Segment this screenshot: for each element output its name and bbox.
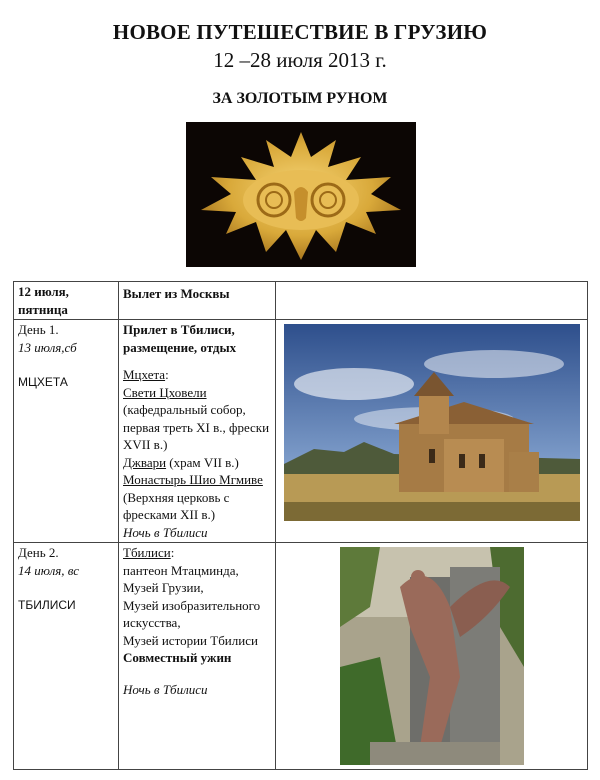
day-date: 13 июля,сб bbox=[18, 339, 77, 355]
night-note: Ночь в Тбилиси bbox=[123, 524, 208, 540]
table-row bbox=[14, 320, 588, 543]
monument-photo bbox=[340, 547, 524, 765]
day-label: День 1. bbox=[18, 322, 59, 337]
site-name: Монастырь Шио Мгмиве bbox=[123, 472, 263, 487]
cathedral-photo bbox=[284, 324, 580, 521]
city-name: ТБИЛИСИ bbox=[18, 598, 76, 612]
departure-date: 12 июля, пятница bbox=[18, 284, 69, 317]
tour-subtitle: ЗА ЗОЛОТЫМ РУНОМ bbox=[212, 90, 388, 107]
date-cell bbox=[14, 320, 119, 543]
place-name: Тбилиси bbox=[123, 545, 171, 560]
place-name: Мцхета bbox=[123, 367, 166, 382]
departure-title: Вылет из Москвы bbox=[123, 286, 230, 301]
day-label: День 2. bbox=[18, 545, 59, 560]
program-cell: Прилет в Тбилиси, размещение, отдых Мцхета: Свети Цховели (кафедральный собор, первая треть XI в., фрески XVII в.) Джвари (храм VII в.) Монастырь Шио Мгмиве (Верхняя церковь с фресками XII в.) Ночь в Тбилиси bbox=[119, 320, 276, 543]
table-row bbox=[14, 282, 588, 320]
list-item: Музей изобразительного искусства, bbox=[123, 597, 261, 630]
itinerary-table bbox=[13, 281, 588, 770]
page-title: НОВОЕ ПУТЕШЕСТВИЕ В ГРУЗИЮ bbox=[112, 20, 488, 44]
photo-cell bbox=[276, 282, 588, 320]
golden-fleece-image bbox=[186, 122, 416, 267]
photo-cell bbox=[276, 320, 588, 543]
site-note: (Верхняя церковь с фресками XII в.) bbox=[123, 489, 230, 522]
site-name: Джвари bbox=[123, 454, 167, 470]
site-name: Свети Цховели bbox=[123, 384, 207, 400]
list-item: пантеон Мтацминда, bbox=[123, 562, 239, 578]
photo-cell bbox=[276, 543, 588, 770]
date-cell bbox=[14, 282, 119, 320]
table-row bbox=[14, 543, 588, 770]
day-date: 14 июля, вс bbox=[18, 562, 80, 578]
list-item: Музей истории Тбилиси bbox=[123, 632, 258, 648]
dinner-note: Совместный ужин bbox=[123, 650, 232, 665]
city-name: МЦХЕТА bbox=[18, 375, 68, 389]
program-cell bbox=[119, 282, 276, 320]
program-title: Прилет в Тбилиси, размещение, отдых bbox=[123, 322, 237, 355]
night-note: Ночь в Тбилиси bbox=[123, 681, 208, 697]
list-item: Музей Грузии, bbox=[123, 580, 204, 595]
tour-dates: 12 –28 июля 2013 г. bbox=[213, 48, 387, 72]
program-cell: Тбилиси: пантеон Мтацминда, Музей Грузии, Музей изобразительного искусства, Музей истории Тбилиси Совместный ужин Ночь в Тбилиси bbox=[119, 543, 276, 770]
site-note: (кафедральный собор, первая треть XI в., фрески XVII в.) bbox=[123, 402, 270, 452]
date-cell bbox=[14, 543, 119, 770]
site-note: (храм VII в.) bbox=[169, 454, 239, 470]
